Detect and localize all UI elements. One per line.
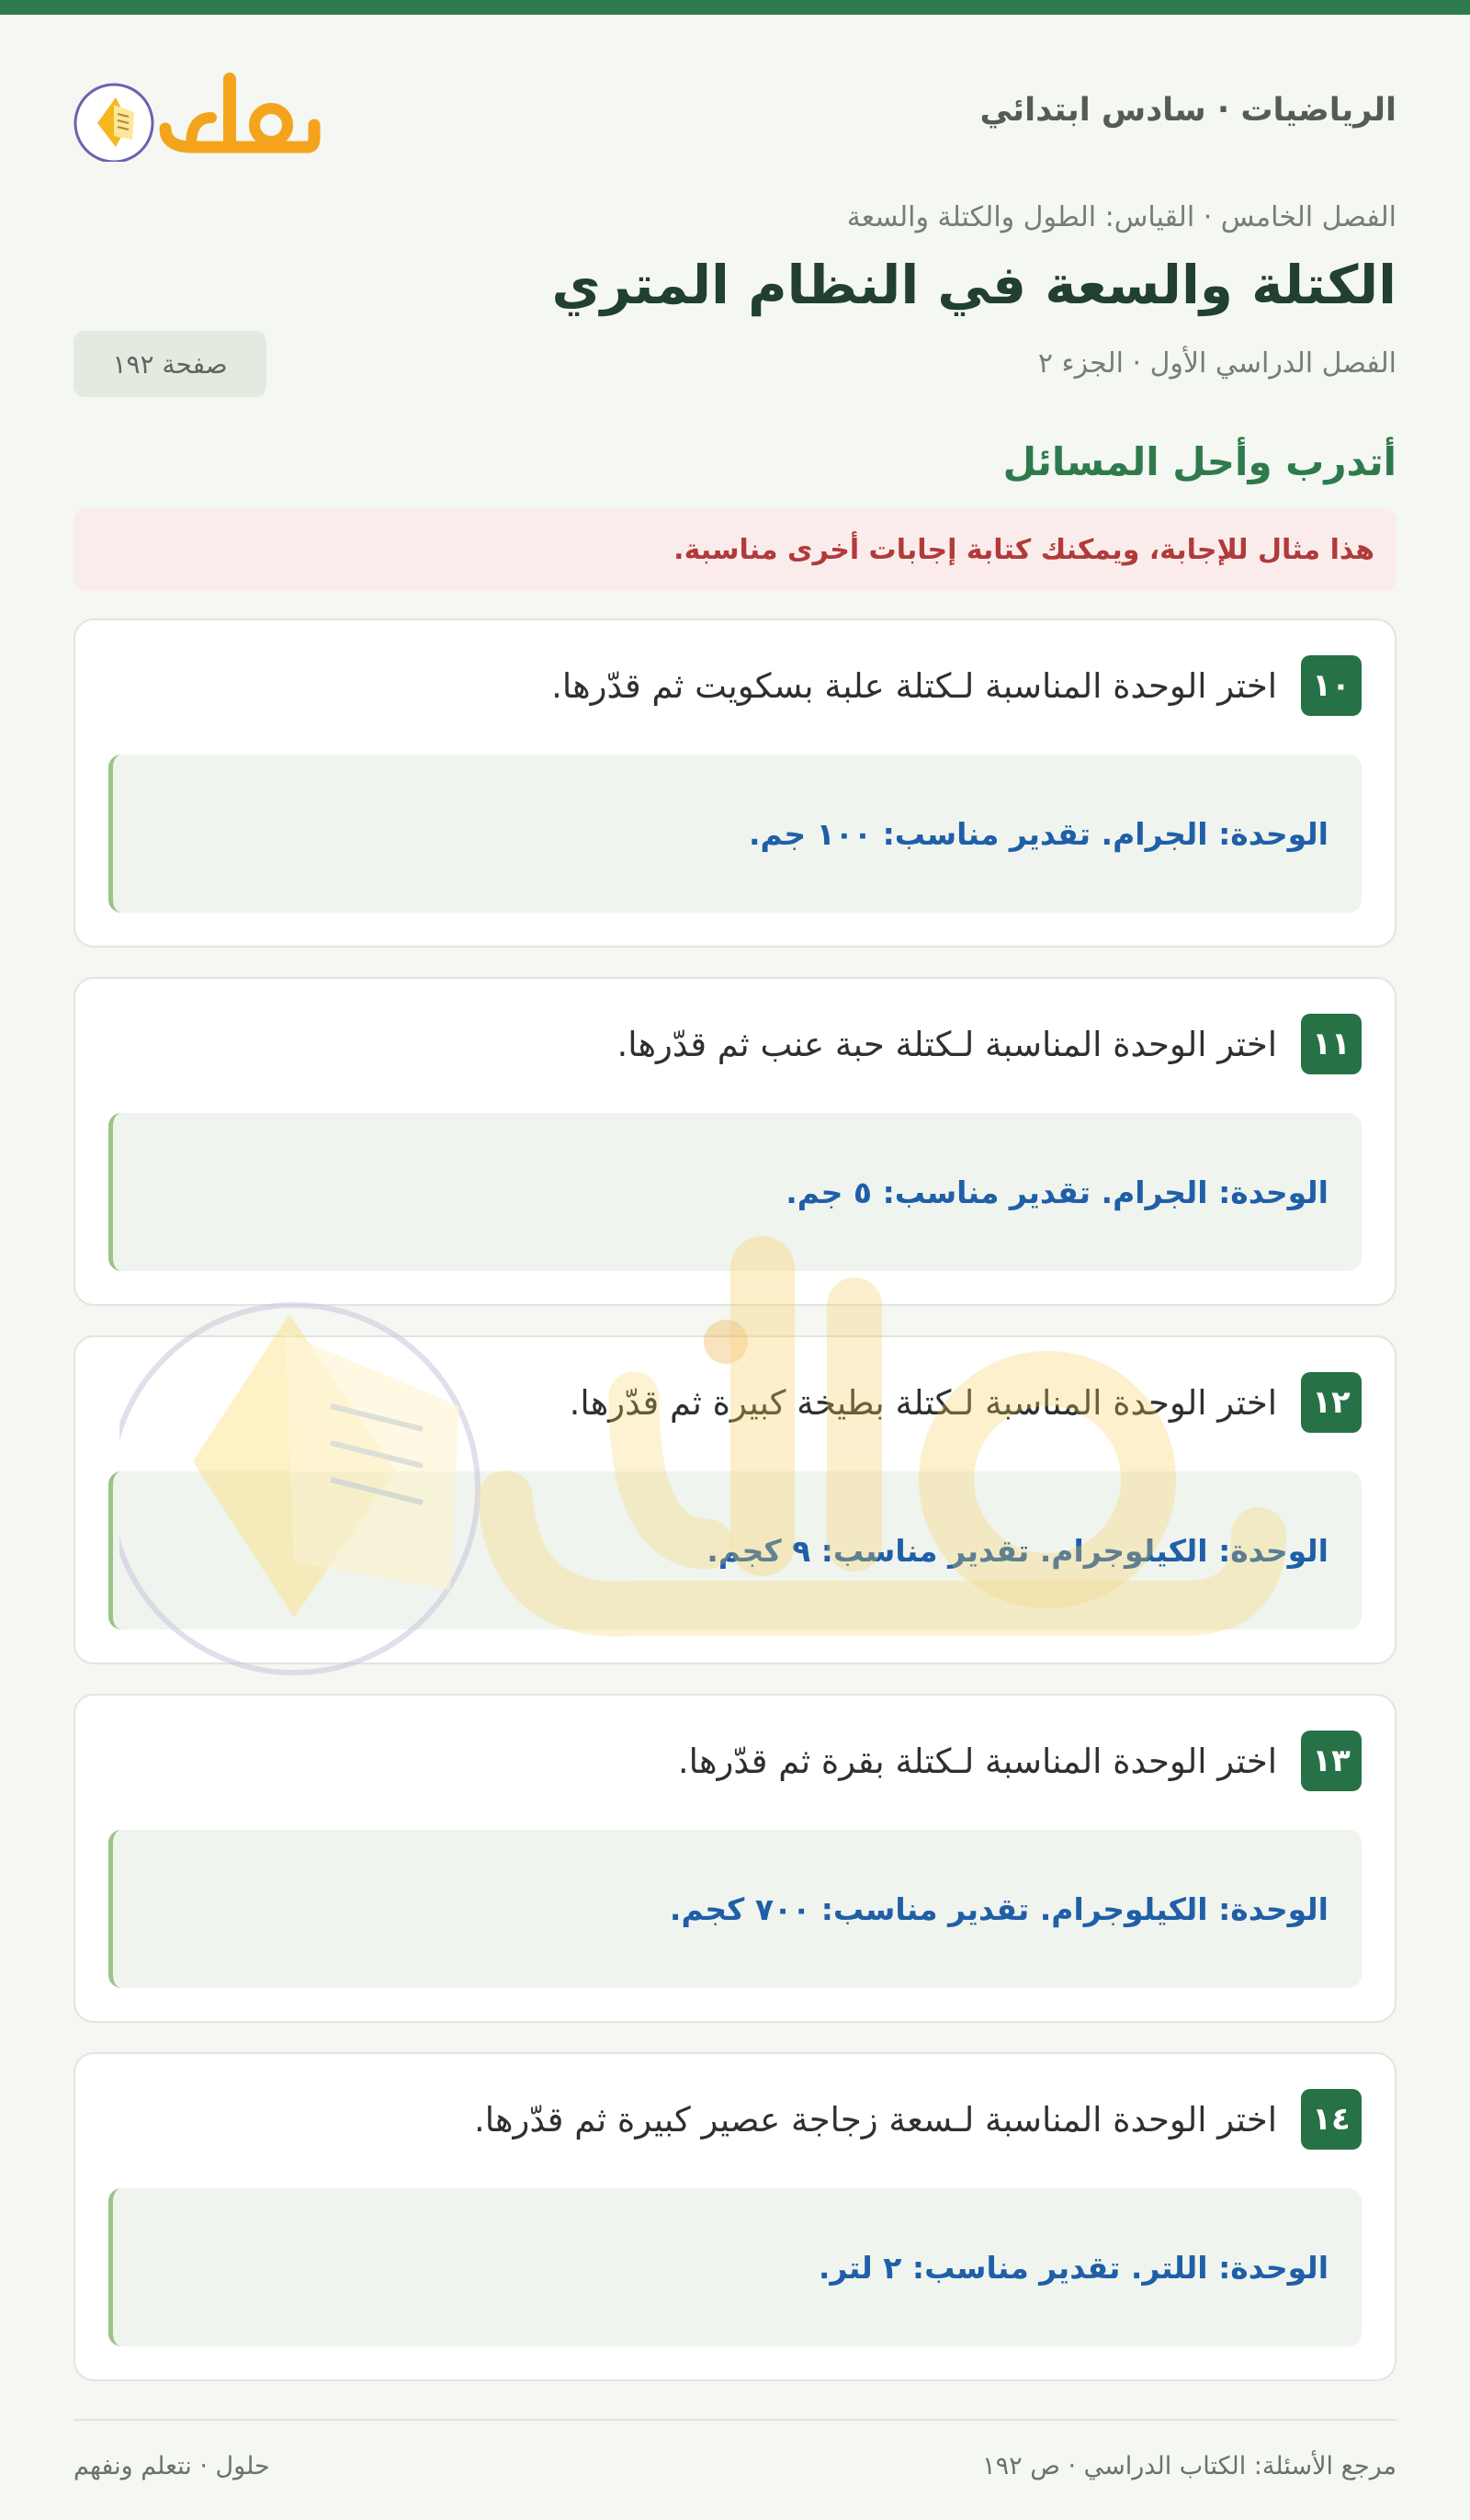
question-number-badge: ١٤ [1301, 2089, 1362, 2150]
question-text: اختر الوحدة المناسبة لـسعة زجاجة عصير كبيرة ثم قدّرها. [473, 2099, 1277, 2140]
question-text: اختر الوحدة المناسبة لـكتلة بقرة ثم قدّرها. [677, 1741, 1277, 1781]
hulool-logo[interactable] [74, 70, 322, 162]
question-card [74, 1335, 1396, 1664]
page [74, 15, 1396, 2520]
questions-list [74, 619, 1396, 2381]
question-card [74, 977, 1396, 1306]
notice-banner: هذا مثال للإجابة، ويمكنك كتابة إجابات أخرى مناسبة. [74, 508, 1396, 591]
answer-box: الوحدة: اللتر. تقدير مناسب: ٢ لتر. [108, 2188, 1362, 2346]
question-row [108, 655, 1362, 716]
question-row [108, 1372, 1362, 1433]
answer-box: الوحدة: الجرام. تقدير مناسب: ١٠٠ جم. [108, 755, 1362, 913]
page-title: الكتلة والسعة في النظام المتري [551, 254, 1396, 316]
semester-label: الفصل الدراسي الأول · الجزء ٢ [1037, 347, 1396, 380]
answer-box: الوحدة: الجرام. تقدير مناسب: ٥ جم. [108, 1113, 1362, 1271]
section-title: أتدرب وأحل المسائل [1002, 439, 1396, 484]
question-card [74, 1694, 1396, 2023]
meta-row [74, 331, 1396, 404]
question-card [74, 619, 1396, 948]
question-text: اختر الوحدة المناسبة لـكتلة حبة عنب ثم قدّرها. [616, 1024, 1277, 1064]
question-row [108, 2089, 1362, 2150]
answer-box: الوحدة: الكيلوجرام. تقدير مناسب: ٧٠٠ كجم. [108, 1830, 1362, 1988]
question-number-badge: ١١ [1301, 1014, 1362, 1074]
page-header [74, 15, 1396, 166]
question-card [74, 2052, 1396, 2381]
page-number-chip: صفحة ١٩٢ [74, 331, 266, 397]
footer-divider [74, 2419, 1396, 2421]
top-accent-bar [0, 0, 1470, 15]
subject-label: الرياضيات · سادس ابتدائي [979, 92, 1396, 129]
footer-reference: مرجع الأسئلة: الكتاب الدراسي · ص ١٩٢ [982, 2452, 1396, 2480]
breadcrumb: الفصل الخامس · القياس: الطول والكتلة والسعة [846, 201, 1396, 233]
question-number-badge: ١٣ [1301, 1731, 1362, 1791]
question-number-badge: ١٢ [1301, 1372, 1362, 1433]
footer-tagline: حلول · نتعلم ونفهم [74, 2452, 270, 2480]
question-text: اختر الوحدة المناسبة لـكتلة بطيخة كبيرة ثم قدّرها. [569, 1382, 1277, 1423]
question-number-badge: ١٠ [1301, 655, 1362, 716]
question-row [108, 1731, 1362, 1791]
answer-box: الوحدة: الكيلوجرام. تقدير مناسب: ٩ كجم. [108, 1471, 1362, 1629]
question-text: اختر الوحدة المناسبة لـكتلة علبة بسكويت ثم قدّرها. [551, 665, 1277, 706]
question-row [108, 1014, 1362, 1074]
